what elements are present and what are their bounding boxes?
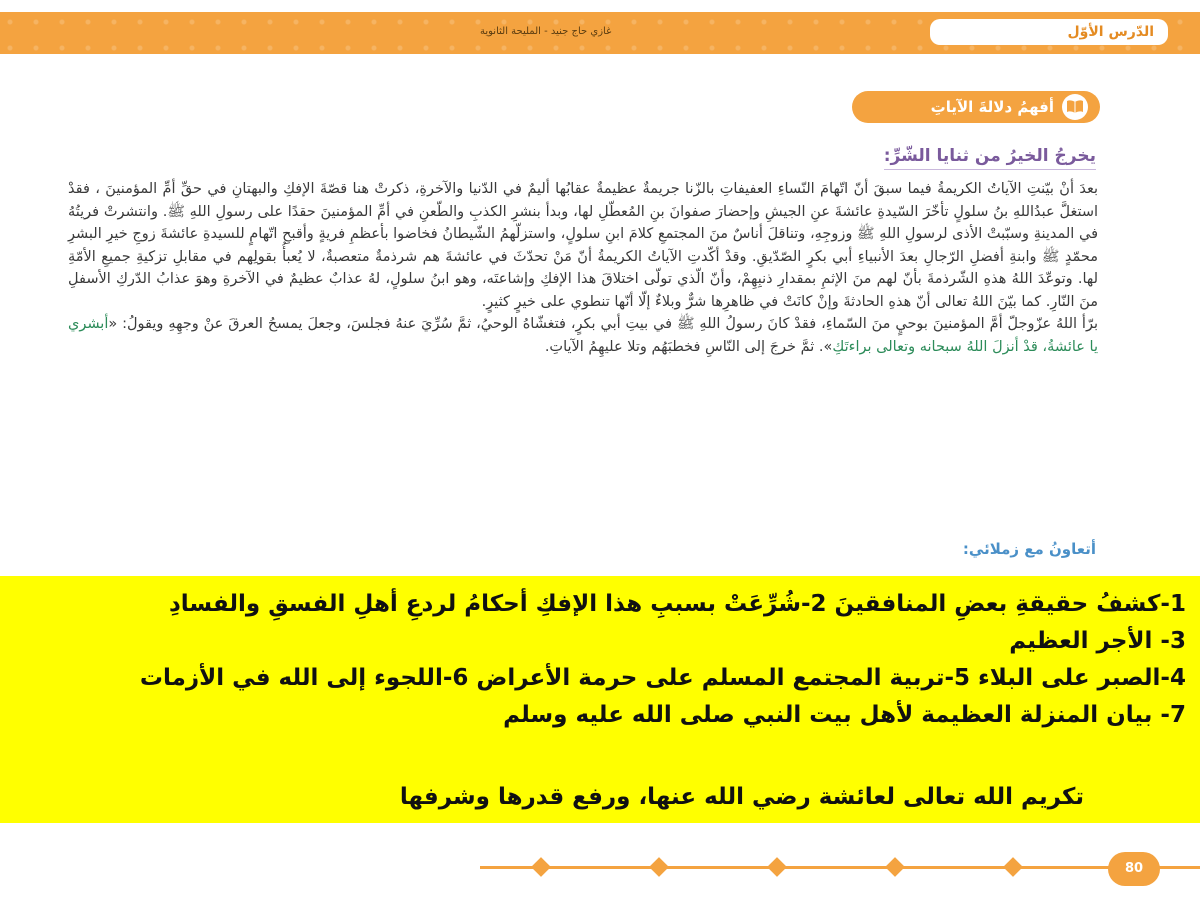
footer-ornament bbox=[885, 857, 905, 877]
section-subtitle: يخرجُ الخيرُ من ثنايا الشّرِّ: bbox=[884, 146, 1096, 170]
lesson-tab: الدّرس الأوّل bbox=[930, 19, 1168, 45]
passage-p2-tail: ». ثمَّ خرجَ إلى النّاسِ فخطبَهُم وتلا عليهِمُ الآياتِ. bbox=[544, 338, 833, 355]
section-header bbox=[852, 91, 1100, 123]
page-number: 80 bbox=[1108, 852, 1160, 886]
answer-line-5: تكريم الله تعالى لعائشة رضي الله عنها، ورفع قدرها وشرفها bbox=[399, 784, 1084, 810]
answer-line-1: 1-كشفُ حقيقةِ بعضِ المنافقينَ 2-شُرِّعَتْ بسببِ هذا الإفكِ أحكامُ لردعِ أهلِ الفسقِ والفسادِ bbox=[168, 591, 1186, 617]
prophet-quote: أبشري يا عائشةُ، قدْ أنزلَ اللهُ سبحانه وتعالى براءتَكِ bbox=[68, 316, 1098, 355]
open-book-icon bbox=[1062, 94, 1088, 120]
footer-ornament bbox=[531, 857, 551, 877]
source-note: غازي حاج جنيد - المليحة الثانوية bbox=[480, 26, 612, 37]
footer-ornament bbox=[649, 857, 669, 877]
header-bar bbox=[0, 12, 1200, 54]
passage-paragraph-2 bbox=[68, 313, 1098, 358]
passage bbox=[68, 178, 1098, 358]
cooperate-heading: أتعاونُ مع زملائي: bbox=[962, 540, 1096, 558]
footer-ornament bbox=[767, 857, 787, 877]
answer-line-2: 3- الأجر العظيم bbox=[1009, 628, 1186, 654]
section-title: أفهمُ دلالةَ الآياتِ bbox=[930, 98, 1054, 116]
footer-rule bbox=[480, 866, 1200, 869]
answer-line-4: 7- بيان المنزلة العظيمة لأهل بيت النبي صلى الله عليه وسلم bbox=[503, 702, 1186, 728]
footer-ornament bbox=[1003, 857, 1023, 877]
answer-line-3: 4-الصبر على البلاء 5-تربية المجتمع المسلم على حرمة الأعراض 6-اللجوء إلى الله في الأزمات bbox=[139, 665, 1186, 691]
passage-paragraph-1: بعدَ أنْ بيّنتِ الآياتُ الكريمةُ فيما سبقَ أنّ اتّهامَ النّساءِ العفيفاتِ بالزّنا جريمةٌ عظيمةٌ عقابُها أليمٌ في الدّنيا والآخرةِ، ذكرتْ هنا قصّةَ الإفكِ والبهتانِ في حقِّ أمِّ المؤمنينَ ، فقدْ استغلَّ عبدُاللهِ بنُ سلولٍ تأخّرَ السّيدةِ عائشةَ عنِ الجيشِ وإحضارَ صفوانَ بنِ المُعطّلِ لها، وبدأ بنشرِ الكذبِ والطّعنِ في أمِّ المؤمنينَ حقدًا على رسولِ اللهِ ﷺ. وانتشرتْ فريتُهُ في المدينةِ وسبّبتْ الأذى لرسولِ اللهِ ﷺ وزوجِهِ، وتناقلَ أناسٌ منَ المجتمعِ كلامَ ابنِ سلولٍ، واستزلّهمُ الشّيطانُ فخاضوا بأعظمِ فريةٍ وأقبحِ اتّهامٍ للسيدةِ عائشةَ زوجِ خيرِ البشرِ محمّدٍ ﷺ وابنةِ أفضلِ الرّجالِ بعدَ الأنبياءِ أبي بكرٍ الصّدّيقِ. وقدْ أكّدتِ الآياتُ الكريمةُ أنّ مَنْ تحدّثَ في عائشةَ هم شرذمةٌ متعصبةٌ، لا يُعبأُ بقولِهم في مقابلِ تزكيةِ جميعِ الأمّةِ لها. وتوعّدَ اللهُ هذهِ الشّرذمةَ بأنّ لهم منَ الإثمِ بمقدارِ ذنبِهِمْ، وأنّ الّذي تولّى اختلاقَ هذا الإفكِ وإشاعتَه، وهو ابنُ سلولٍ، لهُ عذابٌ عظيمٌ في الآخرةِ وهوَ عذابُ الدّركِ الأسفلِ منَ النّارِ. كما بيّنَ اللهُ تعالى أنّ هذهِ الحادثةَ وإنْ كانَتْ في ظاهرِها شرٌّ وبلاءٌ إلّا أنّها تنطوي على خيرٍ كثيرٍ. bbox=[68, 181, 1098, 310]
passage-p2-lead: برّأ اللهُ عزّوجلّ أمَّ المؤمنينَ بوحيٍ منَ السّماءِ، فقدْ كانَ رسولُ اللهِ ﷺ في بيتِ أبي بكرٍ، فتغشّاهُ الوحيُ، ثمَّ سُرِّيَ عنهُ فجلسَ، وجعلَ يمسحُ العرقَ عنْ وجهِهِ ويقولُ: « bbox=[108, 316, 1098, 332]
